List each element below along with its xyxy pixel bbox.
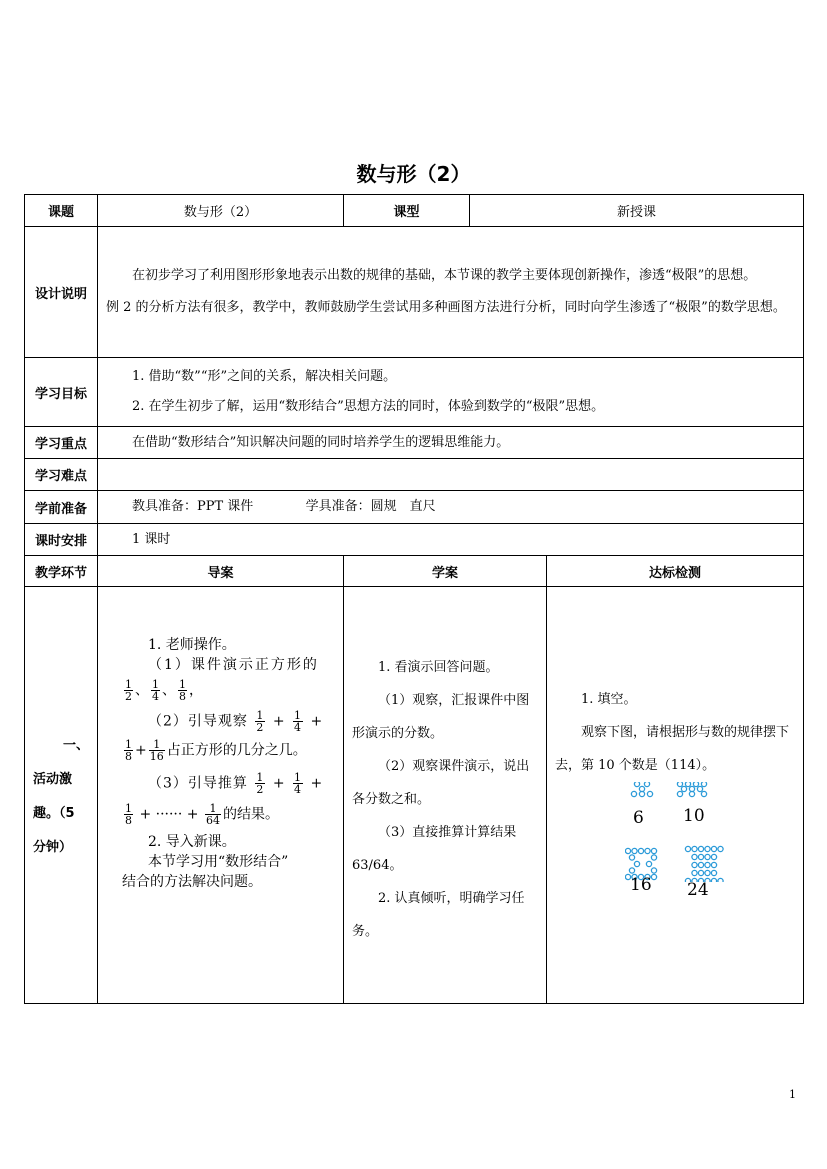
test-content [555,683,797,782]
guide-step-1b: （2）引导观察 $\frac{1}{2}$ + $\frac{1}{4}$ + [148,709,324,734]
pattern-4-dot [698,854,703,859]
topic-value: 数与形（2） [98,195,344,227]
column-guide: 导案 [98,556,344,587]
schedule-value: 1 课时 [98,524,804,556]
pattern-3-dot [625,848,630,853]
stage-1-title: 一、 活动激 趣。（5 分钟） [33,738,90,855]
pattern-4-dot [698,862,703,867]
pattern-4-dot [692,862,697,867]
dot-pattern-svg [625,782,765,882]
pattern-4-dot [698,846,703,851]
pattern-4-dot [705,854,710,859]
stage-cell [25,587,98,1004]
study-line-4: （3）直接推算计算结果 63/64。 [352,825,517,873]
guide-step-1c-cont: $\frac{1}{8}$ + ······ + $\frac{1}{64}$ 的结果。 [125,802,279,827]
guide-step-1a: （1）课件演示正方形的 [148,657,319,673]
prep-label: 学前准备 [25,491,98,524]
dot-pattern-figure [625,782,765,902]
guide-step-2: 2. 导入新课。 [148,834,236,850]
pattern-4-dot [692,854,697,859]
pattern-3-dot [629,855,634,860]
test-cell [547,587,804,1004]
design-label: 设计说明 [25,227,98,358]
prep-student: 学具准备：圆规 直尺 [305,499,436,514]
pattern-4-dot [711,846,716,851]
study-content [352,651,542,948]
goal-item-2: 2. 在学生初步了解，运用“数形结合”思想方法的同时，体验到数学的“极限”思想。 [132,399,605,414]
goal-item-1: 1. 借助“数”“形”之间的关系，解决相关问题。 [132,369,397,384]
pattern-4-dot [692,870,697,875]
guide-fractions-row: $\frac{1}{2}$ 、 $\frac{1}{4}$ 、 $\frac{1}{8}$ ， [125,678,203,703]
pattern-4-dot [711,870,716,875]
focus-value: 在借助“数形结合”知识解决问题的同时培养学生的逻辑思维能力。 [98,427,804,459]
difficulty-label: 学习难点 [25,459,98,491]
pattern-2-dot [681,786,686,791]
pattern-3-dot [646,861,651,866]
pattern-3-dot [651,868,656,873]
pattern-2-dot [693,782,698,787]
guide-step-2b: 结合的方法解决问题。 [122,874,262,890]
design-paragraph-1: 在初步学习了利用图形形象地表示出数的规律的基础，本节课的教学主要体现创新操作，渗透“极限”的思想。 [132,268,757,283]
pattern-number-4: 24 [687,880,709,900]
column-stage: 教学环节 [25,556,98,587]
pattern-3-dot [634,861,639,866]
pattern-1-dot [634,782,639,787]
pattern-3-dot [651,848,656,853]
test-line-1: 1. 填空。 [581,692,637,707]
study-line-3: （2）观察课件演示，说出各分数之和。 [352,759,530,807]
goals-content [98,358,804,427]
pattern-4-dot [692,846,697,851]
focus-label: 学习重点 [25,427,98,459]
pattern-4-dot [705,846,710,851]
study-line-1: 1. 看演示回答问题。 [378,660,499,675]
guide-cell [98,587,344,1004]
pattern-4-dot [705,870,710,875]
study-line-2: （1）观察，汇报课件中图形演示的分数。 [352,693,530,741]
guide-content [122,635,327,892]
pattern-3-dot [629,868,634,873]
pattern-3-dot [632,848,637,853]
column-test: 达标检测 [547,556,804,587]
pattern-2-dot [677,791,682,796]
pattern-4-dot [711,878,716,882]
page-title: 数与形（2） [356,162,471,186]
lesson-plan-table [24,194,804,1004]
pattern-2-dot [701,791,706,796]
difficulty-value [98,459,804,491]
pattern-4-dot [711,854,716,859]
pattern-4-dot [685,846,690,851]
study-cell [344,587,547,1004]
pattern-2-dot [685,782,690,787]
schedule-label: 课时安排 [25,524,98,556]
pattern-2-dot [697,786,702,791]
pattern-number-2: 10 [683,806,705,826]
prep-teacher: 教具准备：PPT 课件 [132,499,254,514]
guide-step-2a: 本节学习用“数形结合” [148,854,289,870]
goals-label: 学习目标 [25,358,98,427]
topic-label: 课题 [25,195,98,227]
pattern-number-3: 16 [630,875,652,895]
pattern-4-dot [698,870,703,875]
pattern-2-dot [701,782,706,787]
design-content [98,227,804,358]
design-paragraph-2: 例 2 的分析方法有很多，教学中，教师鼓励学生尝试用多种画图方法进行分析，同时向学生渗透了“极限”的数学思想。 [106,300,786,315]
guide-step-1c: （3）引导推算 $\frac{1}{2}$ + $\frac{1}{4}$ + [148,771,324,796]
pattern-number-1: 6 [633,808,644,828]
study-line-5: 2. 认真倾听，明确学习任务。 [352,891,525,939]
pattern-3-dot [638,848,643,853]
pattern-4-dot [718,878,723,882]
column-study: 学案 [344,556,547,587]
guide-step-1: 1. 老师操作。 [148,637,236,653]
pattern-4-dot [711,862,716,867]
prep-content [98,491,804,524]
guide-step-1b-cont: $\frac{1}{8}$ + $\frac{1}{16}$ 占正方形的几分之几。 [125,738,307,763]
pattern-1-dot [644,782,649,787]
pattern-1-dot [647,791,652,796]
page-number: 1 [789,1088,796,1101]
test-line-2: 观察下图，请根据形与数的规律摆下去，第 10 个数是（114）。 [555,725,790,773]
pattern-1-dot [631,791,636,796]
pattern-3-dot [651,855,656,860]
pattern-3-dot [645,848,650,853]
pattern-4-dot [718,846,723,851]
type-value: 新授课 [470,195,804,227]
pattern-2-dot [677,782,682,787]
pattern-4-dot [705,862,710,867]
type-label: 课型 [344,195,470,227]
pattern-3-dot [651,874,656,879]
